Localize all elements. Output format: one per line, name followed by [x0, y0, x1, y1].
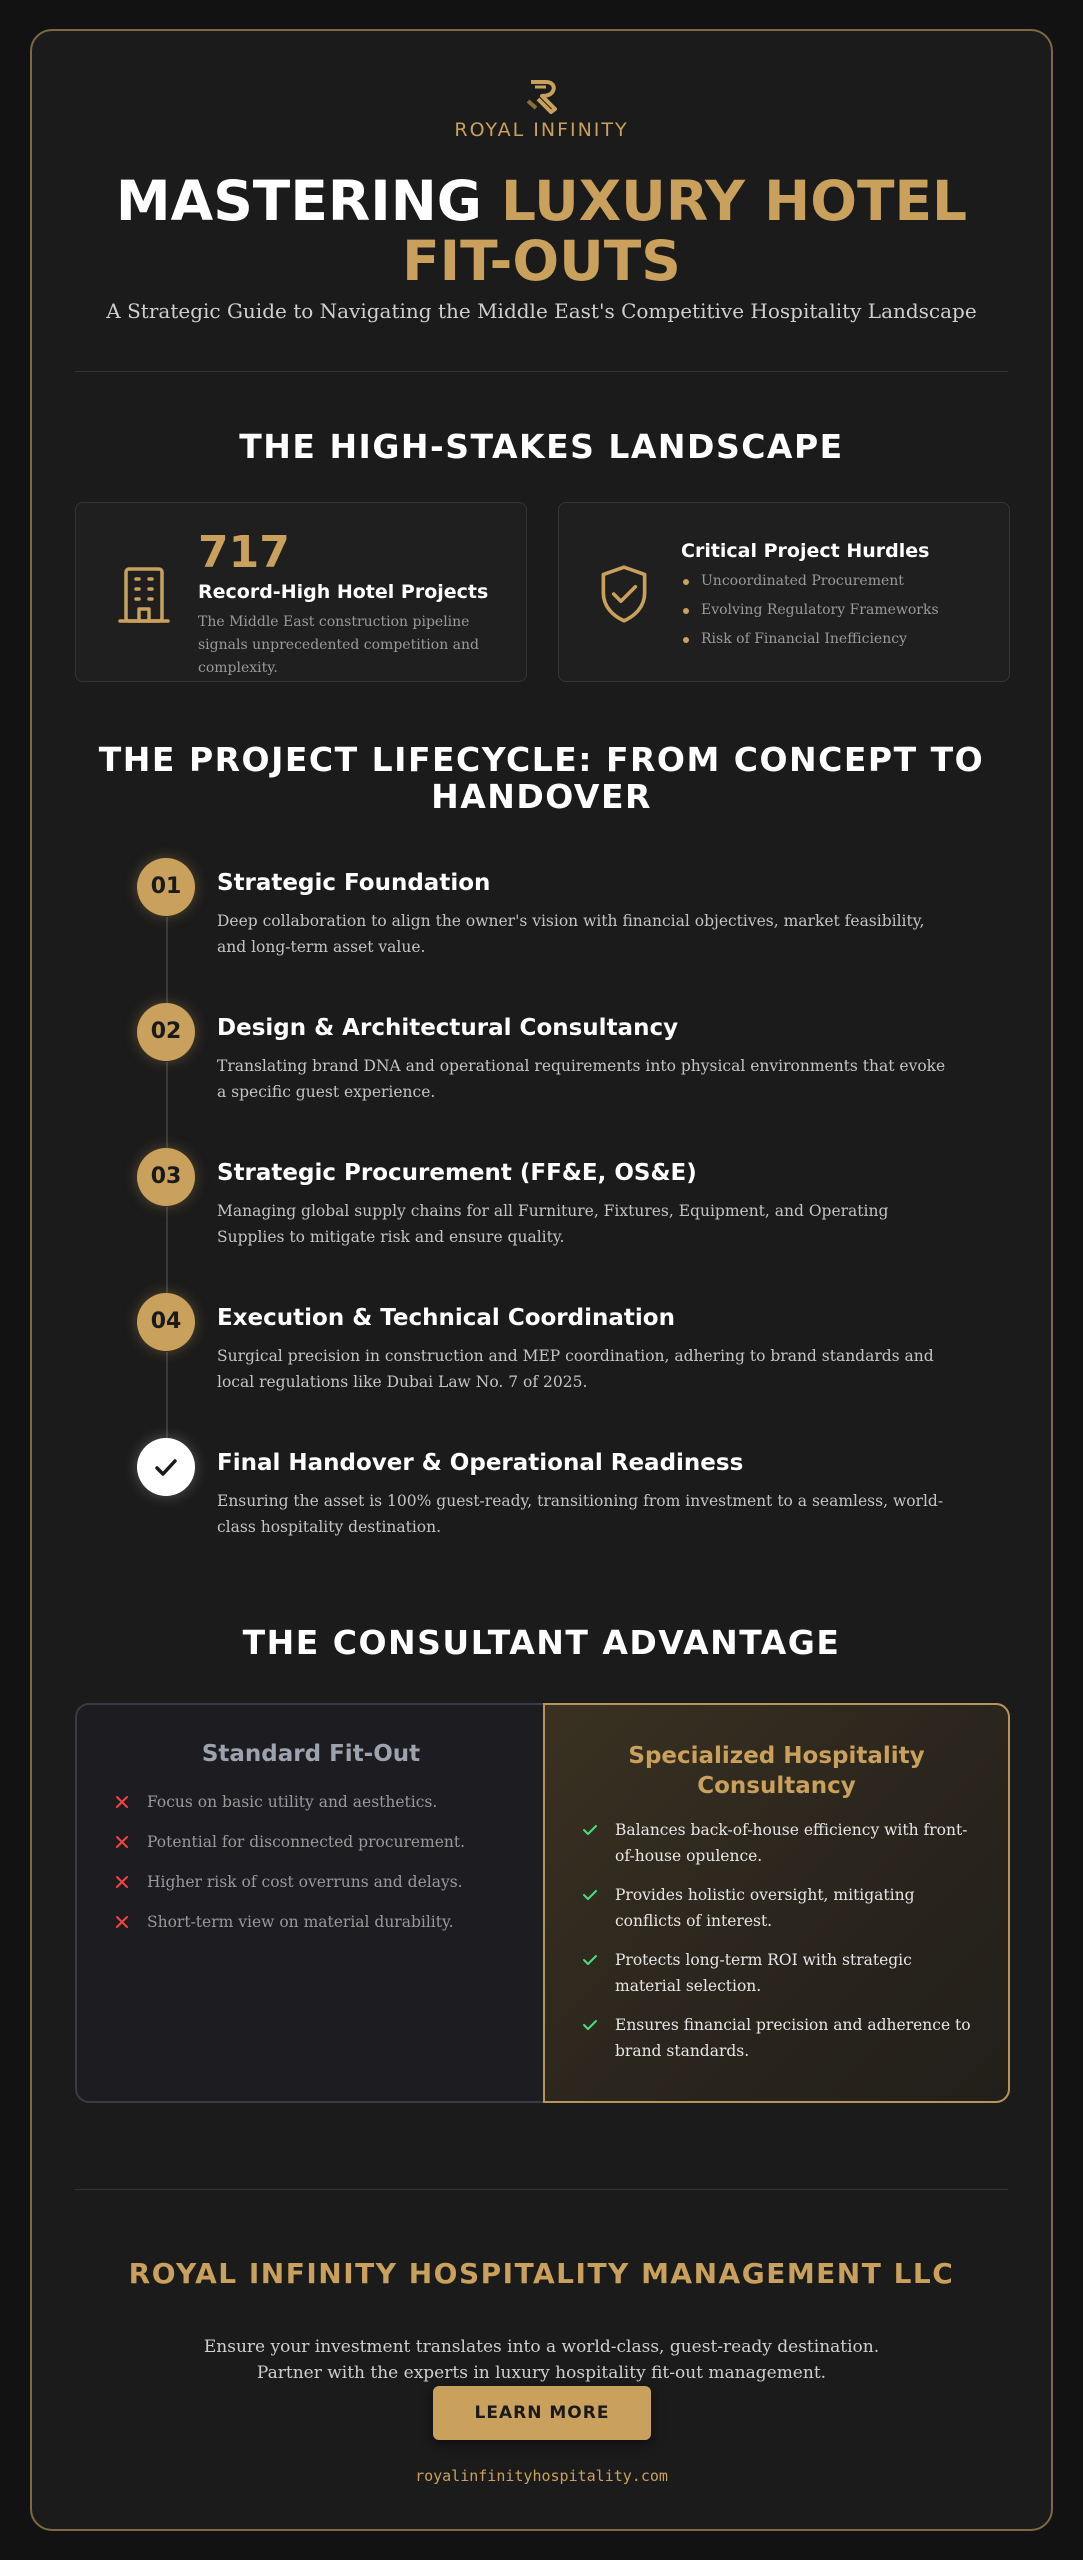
stat-value: 717	[198, 527, 290, 578]
step-number: 02	[137, 1003, 195, 1061]
website-link[interactable]: royalinfinityhospitality.com	[415, 2467, 668, 2485]
hurdles-list	[681, 567, 939, 654]
infographic-card	[30, 29, 1053, 2531]
step-description: Surgical precision in construction and MEP coordination, adhering to brand standards and local regulations like Dubai Law No. 7 of 2025.	[217, 1347, 934, 1391]
hurdles-card	[558, 502, 1010, 682]
item-text: Higher risk of cost overruns and delays.	[147, 1873, 463, 1891]
list-item	[113, 1909, 513, 1949]
list-item	[581, 1817, 971, 1869]
brand-logo	[32, 77, 1051, 141]
step-number: 04	[137, 1293, 195, 1351]
item-text: Provides holistic oversight, mitigating conflicts of interest.	[615, 1886, 915, 1930]
specialized-consultancy-column	[543, 1703, 1010, 2103]
stat-description: The Middle East construction pipeline signals unprecedented competition and complexity.	[198, 614, 480, 676]
item-text: Focus on basic utility and aesthetics.	[147, 1793, 438, 1811]
list-item	[581, 2012, 971, 2064]
step-description: Translating brand DNA and operational requirements into physical environments that evoke a specific guest experience.	[217, 1057, 946, 1101]
timeline-connector	[166, 1352, 168, 1442]
comparison-table	[75, 1703, 1010, 2103]
checkmark-icon	[137, 1438, 195, 1496]
step-title: Design & Architectural Consultancy	[217, 1015, 679, 1041]
item-text: Protects long-term ROI with strategic material selection.	[615, 1951, 912, 1995]
step-number: 03	[137, 1148, 195, 1206]
hurdles-title: Critical Project Hurdles	[681, 540, 930, 562]
timeline-connector	[166, 1207, 168, 1297]
step-number: 01	[137, 858, 195, 916]
stat-card	[75, 502, 527, 682]
list-item	[113, 1869, 513, 1909]
list-item: Risk of Financial Inefficiency	[681, 625, 939, 654]
building-icon	[112, 563, 176, 627]
stat-label: Record-High Hotel Projects	[198, 581, 489, 603]
step-title: Strategic Foundation	[217, 870, 491, 896]
step-title: Final Handover & Operational Readiness	[217, 1450, 744, 1476]
title-white: MASTERING	[115, 169, 502, 233]
item-text: Potential for disconnected procurement.	[147, 1833, 466, 1851]
step-description: Deep collaboration to align the owner's vision with financial objectives, market feasibility, and long-term asset value.	[217, 912, 925, 956]
timeline-connector	[166, 917, 168, 1007]
page-subtitle: A Strategic Guide to Navigating the Middle East's Competitive Hospitality Landscape	[106, 299, 977, 323]
check-icon	[581, 1821, 599, 1839]
step-description: Managing global supply chains for all Furniture, Fixtures, Equipment, and Operating Supplies to mitigate risk and ensure quality.	[217, 1202, 889, 1246]
item-text: Balances back-of-house efficiency with front-of-house opulence.	[615, 1821, 968, 1865]
footer-message: Ensure your investment translates into a world-class, guest-ready destination. Partner with the experts in luxury hospitality fit-out management.	[203, 2337, 880, 2383]
specialized-list	[581, 1817, 971, 2077]
step-title: Execution & Technical Coordination	[217, 1305, 675, 1331]
cross-icon	[113, 1833, 131, 1851]
check-icon	[581, 1886, 599, 1904]
cross-icon	[113, 1873, 131, 1891]
check-icon	[581, 1951, 599, 1969]
step-complete-marker	[137, 1438, 195, 1496]
specialized-title: Specialized Hospitality Consultancy	[628, 1743, 925, 1799]
standard-list	[113, 1789, 513, 1949]
advantage-title: THE CONSULTANT ADVANTAGE	[242, 1623, 841, 1662]
landscape-title: THE HIGH-STAKES LANDSCAPE	[239, 427, 844, 466]
list-item	[113, 1789, 513, 1829]
shield-check-icon	[591, 561, 657, 627]
check-icon	[581, 2016, 599, 2034]
company-name: ROYAL INFINITY HOSPITALITY MANAGEMENT LLC	[128, 2257, 955, 2290]
divider	[75, 2189, 1008, 2190]
list-item	[581, 1882, 971, 1934]
title-gold: LUXURY HOTEL FIT-OUTS	[402, 169, 968, 293]
standard-title: Standard Fit-Out	[201, 1741, 421, 1767]
list-item	[581, 1947, 971, 1999]
list-item: Uncoordinated Procurement	[681, 567, 939, 596]
royal-infinity-logo-icon	[522, 77, 562, 117]
timeline-connector	[166, 1062, 168, 1152]
item-text: Short-term view on material durability.	[147, 1913, 454, 1931]
cross-icon	[113, 1793, 131, 1811]
step-title: Strategic Procurement (FF&E, OS&E)	[217, 1160, 697, 1186]
step-description: Ensuring the asset is 100% guest-ready, transitioning from investment to a seamless, world-class hospitality destination.	[217, 1492, 944, 1536]
divider	[75, 371, 1008, 372]
list-item	[113, 1829, 513, 1869]
cross-icon	[113, 1913, 131, 1931]
list-item: Evolving Regulatory Frameworks	[681, 596, 939, 625]
brand-name: ROYAL INFINITY	[454, 119, 629, 141]
item-text: Ensures financial precision and adherence to brand standards.	[615, 2016, 971, 2060]
lifecycle-title: THE PROJECT LIFECYCLE: FROM CONCEPT TO HANDOVER	[98, 740, 985, 816]
learn-more-button[interactable]: LEARN MORE	[433, 2386, 651, 2440]
standard-fitout-column	[75, 1703, 545, 2103]
page-title	[72, 171, 1011, 291]
